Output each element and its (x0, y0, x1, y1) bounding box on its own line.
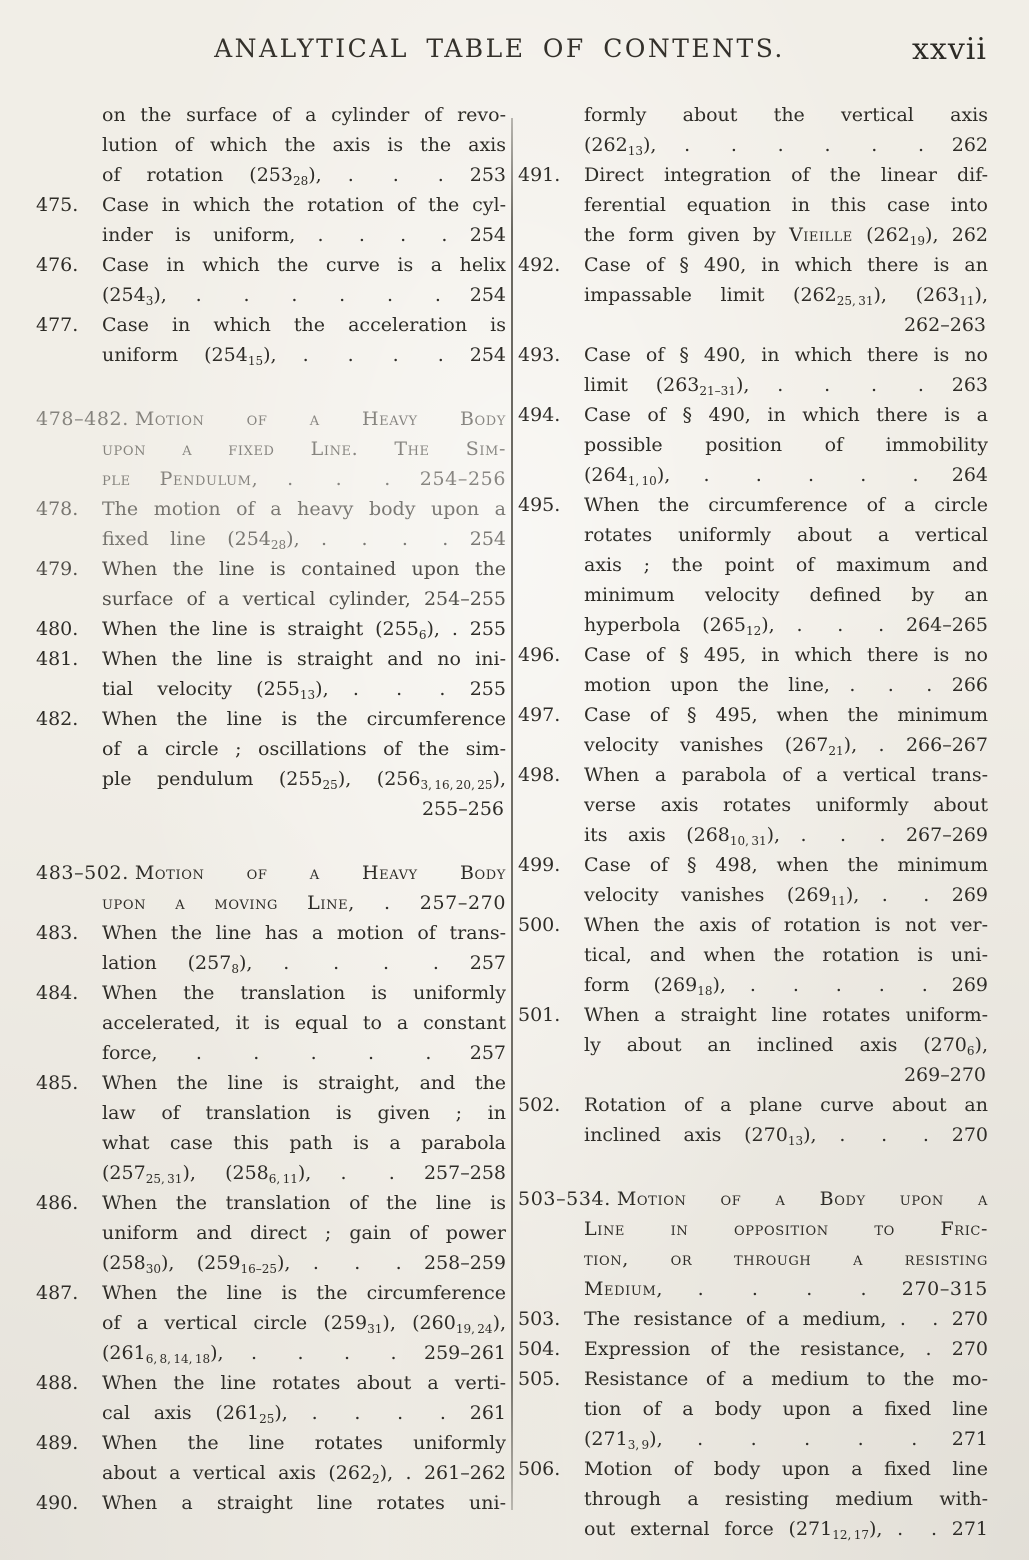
entry-line: 478. The motion of a heavy body upon a (36, 494, 506, 524)
entry-line: form $(269_{18})$, . . . . . 269 (584, 974, 988, 998)
entry-line: lution of which the axis is the axis (102, 134, 506, 156)
entry-line: of rotation $(253_{28})$, . . . 253 (102, 164, 506, 188)
entry-number: 505. (518, 1368, 561, 1390)
entry-line: 490. When a straight line rotates uni- (36, 1488, 506, 1518)
entry-line: limit $(263_{21-31})$, . . . . 263 (584, 374, 989, 398)
toc-section-entry (36, 858, 506, 918)
entry-number: 497. (518, 704, 561, 726)
entry-line: 479. When the line is contained upon the (36, 554, 506, 584)
entry-line: fixed line $(254_{28})$, . . . . 254 (102, 528, 506, 552)
line-reference-subscript: 25 (259, 1412, 275, 1426)
entry-line: 493. Case of § 490, in which there is no (518, 340, 988, 370)
entry-line: tion of a body upon a fixed line (584, 1398, 988, 1420)
page-ref: 254 (469, 344, 507, 366)
entry-line: out external force $(271_{12, 17})$, . . 271 (584, 1518, 989, 1542)
line-reference-subscript: 16–25 (240, 1262, 277, 1276)
line-reference-subscript: 21 (828, 744, 844, 758)
entry-number: 492. (518, 254, 561, 276)
toc-entry (518, 250, 988, 340)
leader-dots: . (878, 734, 885, 756)
entry-number: 475. (36, 194, 79, 216)
entry-line: 494. Case of § 490, in which there is a (518, 400, 988, 430)
entry-number: 486. (36, 1192, 79, 1214)
entry-number: 496. (518, 644, 561, 666)
leader-dots: . . . . . . (684, 134, 925, 156)
leader-dots: . . . . (777, 374, 924, 396)
toc-entry (518, 1334, 988, 1364)
entry-line: 497. Case of § 495, when the minimum (518, 700, 988, 730)
entry-line: accelerated, it is equal to a constant (102, 1012, 506, 1034)
entry-line: the form given by Vieille $(262_{19})$, 262 (584, 224, 989, 248)
entry-line: what case this path is a parabola (102, 1132, 506, 1154)
entry-number: 503. (518, 1308, 561, 1330)
entry-line: rotates uniformly about a vertical (584, 524, 988, 546)
entry-line: ly about an inclined axis $(270_6)$, (584, 1034, 988, 1058)
toc-entry (36, 978, 506, 1068)
entry-line: 482. When the line is the circumference (36, 704, 506, 734)
leader-dots: . (383, 892, 391, 914)
entry-line: 505. Resistance of a medium to the mo- (518, 1364, 988, 1394)
page-ref: 270–315 (901, 1278, 988, 1300)
page-ref: 255–256 (421, 798, 504, 820)
page-ref: 269–270 (903, 1064, 986, 1086)
toc-entry (518, 1364, 988, 1454)
line-reference-subscript: 25, 31 (836, 294, 874, 308)
page-ref: 259–261 (423, 1342, 507, 1364)
entry-line: inder is uniform, . . . . 254 (102, 224, 506, 246)
leader-dots: . . . . (302, 344, 444, 366)
entry-line: ple pendulum $(255_{25})$, $(256_{3, 16, 20, 25})$, (102, 768, 506, 792)
toc-entry (36, 614, 506, 644)
line-reference-subscript: 3, 9 (627, 1438, 650, 1452)
toc-entry (36, 1068, 506, 1188)
page-ref: 257 (469, 1042, 506, 1064)
leader-dots: . . . (287, 468, 391, 490)
line-reference-subscript: 28 (292, 174, 309, 188)
toc-entry (518, 1454, 988, 1544)
entry-line: 498. When a parabola of a vertical trans- (518, 760, 988, 790)
entry-line: tical, and when the rotation is uni- (584, 944, 988, 966)
toc-section-entry (518, 1184, 988, 1304)
toc-entry (518, 1000, 988, 1090)
leader-dots: . . . (839, 1124, 929, 1146)
entry-line: of a vertical circle $(259_{31})$, $(260_{19, 24})$, (102, 1312, 507, 1336)
leader-dots: . . . . . (749, 974, 928, 996)
toc-entry (518, 490, 988, 640)
line-reference-subscript: 11 (830, 894, 846, 908)
toc-entry (518, 700, 988, 760)
line-reference-subscript: 21–31 (699, 384, 736, 398)
entry-number: 494. (518, 404, 561, 426)
toc-entry (36, 494, 506, 554)
line-reference-subscript: 30 (145, 1262, 161, 1276)
entry-line: uniform $(254_{15})$, . . . . 254 (102, 344, 507, 368)
leader-dots: . . . . . (697, 1428, 918, 1450)
line-reference-subscript: 19 (909, 234, 926, 248)
page-ref: 271 (951, 1518, 989, 1540)
entry-line: of a circle ; oscillations of the sim- (102, 738, 506, 760)
entry-line: ferential equation in this case into (584, 194, 988, 216)
entry-number: 485. (36, 1072, 79, 1094)
entry-number: 506. (518, 1458, 561, 1480)
page-ref: 263 (951, 374, 989, 396)
entry-number: 498. (518, 764, 561, 786)
leader-dots: . . . . . (703, 464, 919, 486)
line-reference-subscript: 11 (959, 294, 975, 308)
entry-line: possible position of immobility (584, 434, 988, 456)
toc-entry (36, 250, 506, 310)
entry-line: 489. When the line rotates uniformly (36, 1428, 506, 1458)
entry-line: force, . . . . . 257 (102, 1042, 506, 1064)
toc-entry (36, 1368, 506, 1428)
page-ref: 262 (951, 134, 989, 156)
entry-line: 503. The resistance of a medium, . . 270 (518, 1304, 988, 1334)
entry-number: 478. (36, 498, 79, 520)
line-reference-subscript: 6 (418, 628, 427, 642)
line-reference-subscript: 31 (367, 1322, 383, 1336)
entry-number: 477. (36, 314, 79, 336)
leader-dots: . (405, 1462, 412, 1484)
entry-number: 503–534. (518, 1188, 611, 1210)
entry-line: $(254_3)$, . . . . . . 254 (102, 284, 507, 308)
line-reference-subscript: 6, 8, 14, 18 (145, 1352, 211, 1366)
toc-entry (36, 554, 506, 614)
entry-line: cal axis $(261_{25})$, . . . . 261 (102, 1402, 506, 1426)
line-reference-subscript: 18 (697, 984, 713, 998)
page-ref: 261 (469, 1402, 506, 1424)
page-ref: 254 (469, 224, 506, 246)
entry-line: uniform and direct ; gain of power (102, 1222, 506, 1244)
entry-number: 501. (518, 1004, 561, 1026)
entry-line: 503–534. Motion of a Body upon a (518, 1184, 988, 1214)
entry-number: 478–482. (36, 408, 129, 430)
entry-line: 483. When the line has a motion of trans- (36, 918, 506, 948)
page-ref: 253 (469, 164, 506, 186)
toc-entry (36, 704, 506, 824)
entry-number: 482. (36, 708, 79, 730)
toc-entry (518, 400, 988, 490)
entry-line: 491. Direct integration of the linear dif- (518, 160, 988, 190)
entry-line: 492. Case of § 490, in which there is an (518, 250, 988, 280)
entry-line: 484. When the translation is uniformly (36, 978, 506, 1008)
entry-line: inclined axis $(270_{13})$, . . . 270 (584, 1124, 988, 1148)
line-reference-subscript: 12 (745, 624, 762, 638)
leader-dots: . . . (352, 678, 446, 700)
leader-dots: . . . . (251, 1342, 397, 1364)
entry-line: 504. Expression of the resistance, . 270 (518, 1334, 988, 1364)
leader-dots: . . . (849, 674, 933, 696)
leader-dots: . . . (800, 824, 886, 846)
entry-line: through a resisting medium with- (584, 1488, 988, 1510)
page-ref: 257 (469, 952, 507, 974)
toc-column-left (36, 100, 506, 1544)
entry-line: minimum velocity defined by an (584, 584, 988, 606)
entry-line: 485. When the line is straight, and the (36, 1068, 506, 1098)
entry-line: $(271_{3, 9})$, . . . . . 271 (584, 1428, 988, 1452)
page-ref: 255 (469, 678, 506, 700)
toc-entry (36, 918, 506, 978)
toc-entry (36, 1488, 506, 1518)
entry-line: 483–502. Motion of a Heavy Body (36, 858, 506, 888)
entry-line: 506. Motion of body upon a fixed line (518, 1454, 988, 1484)
entry-line (518, 310, 988, 340)
line-reference-subscript: 25 (322, 778, 338, 792)
toc-entry (518, 760, 988, 850)
toc-entry (36, 1278, 506, 1368)
entry-line: 501. When a straight line rotates uniform- (518, 1000, 988, 1030)
leader-dots: . (451, 618, 458, 640)
page-ref: 271 (951, 1428, 988, 1450)
page-header (0, 34, 1029, 80)
entry-number: 476. (36, 254, 79, 276)
page-ref: 255 (469, 618, 507, 640)
line-reference-subscript: 13 (787, 1134, 804, 1148)
leader-dots: . (925, 1338, 932, 1360)
entry-line: tion, or through a resisting (584, 1248, 988, 1270)
leader-dots: . . (899, 1308, 939, 1330)
leader-dots: . . . . (697, 1278, 868, 1300)
leader-dots: . . . . (283, 952, 439, 974)
entry-line: surface of a vertical cylinder, 254–255 (102, 588, 506, 610)
page-ref: 269 (951, 884, 989, 906)
line-reference-subscript: 25, 31 (145, 1172, 183, 1186)
entry-line: velocity vanishes $(269_{11})$, . . 269 (584, 884, 989, 908)
entry-number: 487. (36, 1282, 79, 1304)
entry-line: 499. Case of § 498, when the minimum (518, 850, 988, 880)
entry-line: 477. Case in which the acceleration is (36, 310, 506, 340)
entry-line: 496. Case of § 495, in which there is no (518, 640, 988, 670)
entry-line: $(257_{25, 31})$, $(258_{6, 11})$, . . 257–258 (102, 1162, 506, 1186)
page-ref: 262–263 (903, 314, 986, 336)
entry-number: 483–502. (36, 862, 129, 884)
toc-entry (36, 644, 506, 704)
entry-line: $(261_{6, 8, 14, 18})$, . . . . 259–261 (102, 1342, 507, 1366)
toc-entry (36, 1188, 506, 1278)
entry-line: hyperbola $(265_{12})$, . . . 264–265 (584, 614, 988, 638)
entry-number: 483. (36, 922, 79, 944)
page-ref: 270 (951, 1338, 988, 1360)
toc-column-right (518, 100, 988, 1544)
entry-line: lation $(257_8)$, . . . . 257 (102, 952, 507, 976)
entry-line: 475. Case in which the rotation of the cyl- (36, 190, 506, 220)
entry-line: 495. When the circumference of a circle (518, 490, 988, 520)
entry-number: 480. (36, 618, 79, 640)
entry-number: 479. (36, 558, 79, 580)
line-reference-subscript: 13 (299, 688, 316, 702)
page-ref: 257–270 (419, 892, 507, 914)
entry-number: 490. (36, 1492, 79, 1514)
toc-entry (518, 1090, 988, 1150)
entry-number: 495. (518, 494, 561, 516)
leader-dots: . . . . . . (195, 284, 441, 306)
line-reference-subscript: 15 (247, 354, 264, 368)
entry-line: 478–482. Motion of a Heavy Body (36, 404, 506, 434)
leader-dots: . . (340, 1162, 395, 1184)
entry-line: upon a moving Line, . 257–270 (102, 892, 507, 914)
leader-dots: . . (897, 1518, 937, 1540)
page-title: ANALYTICAL TABLE OF CONTENTS. (214, 34, 785, 63)
entry-line: tial velocity $(255_{13})$, . . . 255 (102, 678, 506, 702)
page-ref: 267–269 (905, 824, 988, 846)
toc-entry (518, 910, 988, 1000)
page-ref: 264 (951, 464, 989, 486)
small-caps-name: Vieille (789, 224, 853, 246)
leader-dots: . . . . . (195, 1042, 432, 1064)
line-reference-subscript: 6, 11 (268, 1172, 298, 1186)
leader-dots: . . . . (311, 1402, 446, 1424)
entry-line: about a vertical axis $(262_2)$, . 261–262 (102, 1462, 506, 1486)
entry-line: $(262_{13})$, . . . . . . 262 (584, 134, 989, 158)
section-gap (36, 824, 506, 858)
section-gap (518, 1150, 988, 1184)
entry-line: impassable limit $(262_{25, 31})$, $(263_{11})$, (584, 284, 988, 308)
entry-line: formly about the vertical axis (584, 104, 988, 126)
entry-line: motion upon the line, . . . 266 (584, 674, 988, 696)
entry-line: 481. When the line is straight and no ini- (36, 644, 506, 674)
toc-entry (518, 160, 988, 250)
entry-line: $(258_{30})$, $(259_{16-25})$, . . . 258–259 (102, 1252, 507, 1276)
line-reference-subscript: 13 (627, 144, 643, 158)
line-reference-subscript: 3, 16, 20, 25 (420, 778, 493, 792)
toc-entry (518, 640, 988, 700)
entry-line: 487. When the line is the circumference (36, 1278, 506, 1308)
page-ref: 264–265 (905, 614, 988, 636)
line-reference-subscript: 8 (231, 962, 239, 976)
page-ref: 254 (469, 284, 507, 306)
entry-line: upon a fixed Line. The Sim- (102, 438, 506, 460)
entry-line: 500. When the axis of rotation is not ver- (518, 910, 988, 940)
entry-number: 481. (36, 648, 79, 670)
toc-entry (518, 340, 988, 400)
page-ref: 269 (951, 974, 988, 996)
toc-entry (518, 100, 988, 160)
page-ref: 257–258 (423, 1162, 506, 1184)
toc-columns (36, 100, 988, 1544)
entry-line: its axis $(268_{10, 31})$, . . . 267–269 (584, 824, 988, 848)
line-reference-subscript: 28 (270, 538, 287, 552)
line-reference-subscript: 3 (145, 294, 154, 308)
line-reference-subscript: 6 (966, 1044, 975, 1058)
entry-line (36, 794, 506, 824)
entry-line: 488. When the line rotates about a verti- (36, 1368, 506, 1398)
entry-number: 504. (518, 1338, 561, 1360)
leader-dots: . . . . (317, 224, 448, 246)
page-ref: 266 (951, 674, 988, 696)
entry-line: ple Pendulum, . . . 254–256 (102, 468, 507, 490)
line-reference-subscript: 19, 24 (455, 1322, 493, 1336)
entry-line: axis ; the point of maximum and (584, 554, 988, 576)
toc-entry (36, 310, 506, 370)
entry-number: 488. (36, 1372, 79, 1394)
page-ref: 254–255 (423, 588, 506, 610)
toc-entry (518, 850, 988, 910)
toc-entry (36, 100, 506, 190)
page-ref: 270 (951, 1308, 988, 1330)
entry-number: 491. (518, 164, 561, 186)
entry-line: 502. Rotation of a plane curve about an (518, 1090, 988, 1120)
page-ref: 266–267 (905, 734, 988, 756)
entry-line: on the surface of a cylinder of revo- (102, 104, 506, 126)
page-ref: 254 (469, 528, 506, 550)
line-reference-subscript: 2 (372, 1472, 380, 1486)
entry-number: 493. (518, 344, 561, 366)
entry-line: verse axis rotates uniformly about (584, 794, 988, 816)
leader-dots: . . . (347, 164, 444, 186)
page-ref: 254–256 (419, 468, 507, 490)
page-ref: 261–262 (423, 1462, 506, 1484)
toc-section-entry (36, 404, 506, 494)
entry-number: 489. (36, 1432, 79, 1454)
entry-number: 499. (518, 854, 561, 876)
page-ref: 258–259 (423, 1252, 507, 1274)
toc-entry (518, 1304, 988, 1334)
leader-dots: . . . (312, 1252, 402, 1274)
column-gap (506, 100, 518, 1544)
entry-line: Medium, . . . . 270–315 (584, 1278, 988, 1300)
entry-number: 502. (518, 1094, 561, 1116)
entry-line: 486. When the translation of the line is (36, 1188, 506, 1218)
line-reference-subscript: 12, 17 (832, 1528, 869, 1542)
entry-line: Line in opposition to Fric- (584, 1218, 988, 1240)
entry-line: 480. When the line is straight $(255_6)$, . 255 (36, 614, 506, 644)
entry-line: law of translation is given ; in (102, 1102, 506, 1124)
leader-dots: . . . . (321, 528, 449, 550)
toc-entry (36, 190, 506, 250)
leader-dots: . . . (796, 614, 885, 636)
entry-line (518, 1060, 988, 1090)
page-number-folio: xxvii (912, 32, 987, 67)
toc-entry (36, 1428, 506, 1488)
entry-line: 476. Case in which the curve is a helix (36, 250, 506, 280)
line-reference-subscript: 10, 31 (729, 834, 767, 848)
entry-number: 500. (518, 914, 561, 936)
page-ref: 262 (951, 224, 989, 246)
section-gap (36, 370, 506, 404)
leader-dots: . . (881, 884, 930, 906)
entry-number: 484. (36, 982, 79, 1004)
entry-line: $(264_{1, 10})$, . . . . . 264 (584, 464, 989, 488)
page-ref: 270 (951, 1124, 988, 1146)
line-reference-subscript: 1, 10 (627, 474, 657, 488)
entry-line: velocity vanishes $(267_{21})$, . 266–267 (584, 734, 988, 758)
